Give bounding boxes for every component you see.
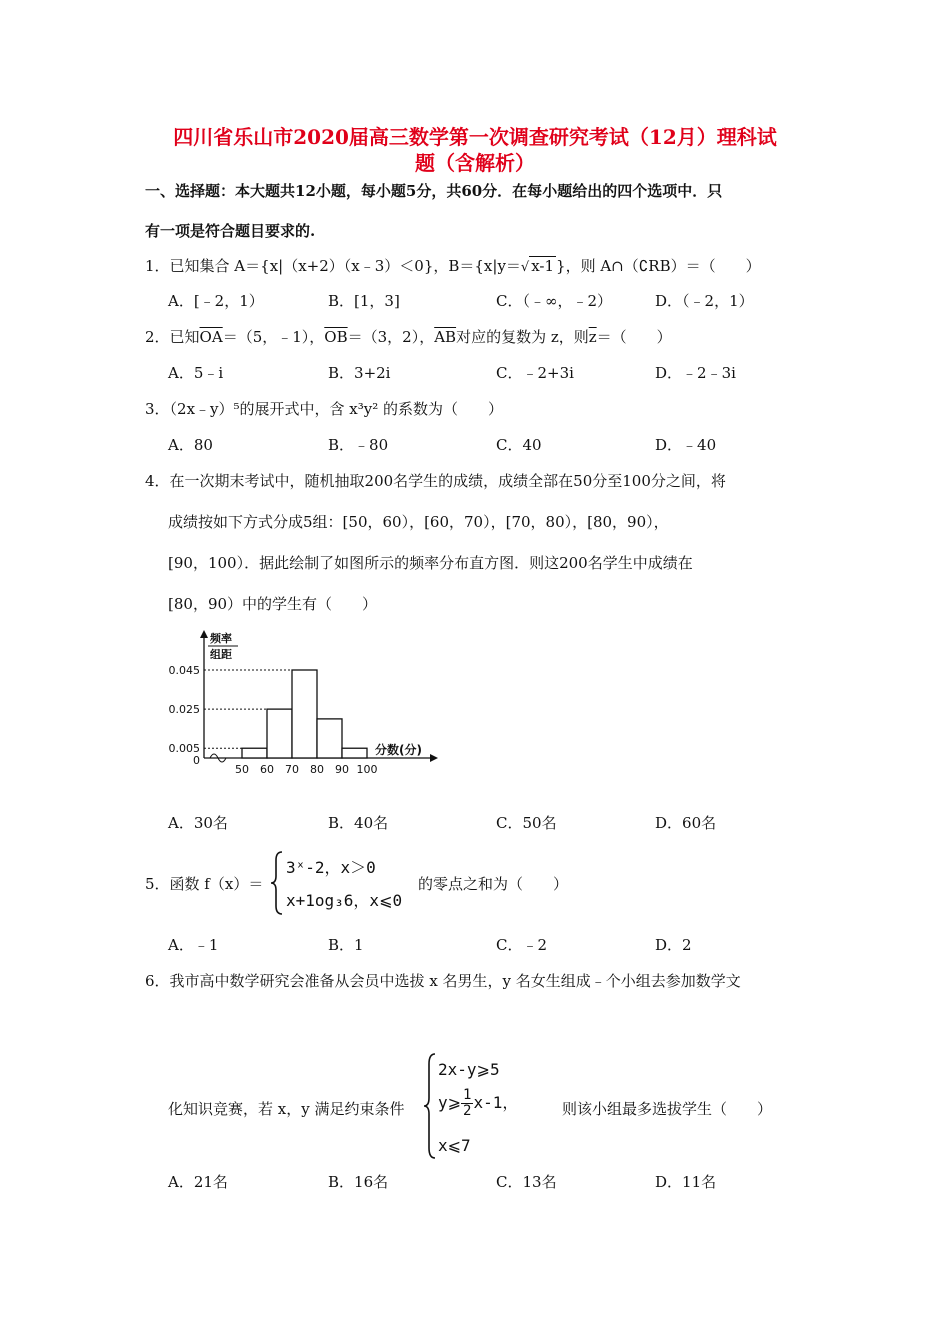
question-1-option-b[interactable]: B．[1，3] (328, 292, 400, 310)
histogram-bar (342, 748, 367, 758)
y-axis-label-bottom: 组距 (210, 648, 232, 661)
question-5-option-a[interactable]: A．﹣1 (168, 936, 219, 954)
question-2-text-5: ＝（ ） (596, 328, 672, 346)
x-tick-label: 50 (235, 763, 249, 776)
y-tick-label: 0.025 (168, 703, 200, 717)
conjugate-z: $\overline{z}$ (588, 328, 597, 346)
question-2-text-2: ＝（5，﹣1）， (222, 328, 325, 346)
frequency-histogram (162, 626, 452, 778)
question-4-line1: 4．在一次期末考试中，随机抽取200名学生的成绩，成绩全部在50分至100分之间，将 (145, 472, 726, 490)
question-5-option-d[interactable]: D．2 (655, 936, 692, 954)
question-6-options (168, 1171, 808, 1193)
question-3-option-c[interactable]: C．40 (496, 436, 542, 454)
question-6-option-d[interactable]: D．11名 (655, 1173, 717, 1191)
question-4-option-d[interactable]: D．60名 (655, 814, 717, 832)
question-4-line4: [80，90）中的学生有（ ） (168, 595, 378, 613)
question-5-prefix: 5．函数 f（x）＝ (145, 875, 264, 893)
question-2-option-b[interactable]: B．3+2i (328, 364, 391, 382)
question-2-text-1: 2．已知 (145, 328, 200, 346)
x-tick-label: 80 (310, 763, 324, 776)
fraction-numerator: 1 (463, 1087, 472, 1103)
question-2-options (168, 362, 808, 384)
histogram-bar (242, 748, 267, 758)
vector-ab: $\overline{AB}$ (434, 328, 457, 346)
question-1-suffix: }，则 A∩（∁RB）＝（ ） (556, 257, 761, 275)
question-4-option-a[interactable]: A．30名 (168, 814, 228, 832)
question-6-line2-prefix: 化知识竞赛，若 x，y 满足约束条件 (168, 1100, 405, 1118)
left-brace-icon (423, 1052, 437, 1160)
constraint-1: 2x-y⩾5 (438, 1060, 500, 1079)
constraint-2-right: x-1， (473, 1093, 519, 1112)
question-4-line3: [90，100）．据此绘制了如图所示的频率分布直方图．则这200名学生中成绩在 (168, 554, 693, 572)
question-1-option-c[interactable]: C．（﹣∞，﹣2） (496, 292, 613, 310)
question-3-option-b[interactable]: B．﹣80 (328, 436, 389, 454)
document-title-line1: 四川省乐山市2020届高三数学第一次调查研究考试（12月）理科试 (173, 125, 777, 149)
question-4-option-b[interactable]: B．40名 (328, 814, 389, 832)
question-1-option-d[interactable]: D．（﹣2，1） (655, 292, 754, 310)
question-4-option-c[interactable]: C．50名 (496, 814, 557, 832)
section-heading-line2: 有一项是符合题目要求的. (145, 222, 316, 240)
question-1-options (168, 290, 808, 312)
question-1-option-a[interactable]: A．[﹣2，1） (168, 292, 264, 310)
y-tick-label: 0.005 (168, 742, 200, 756)
question-6-option-b[interactable]: B．16名 (328, 1173, 389, 1191)
question-4-options (168, 812, 808, 834)
constraint-2 (438, 1088, 518, 1119)
left-brace-icon (270, 850, 284, 916)
question-6-option-c[interactable]: C．13名 (496, 1173, 557, 1191)
question-4-line2: 成绩按如下方式分成5组：[50，60），[60，70），[70，80），[80，90）， (168, 513, 669, 531)
question-1: 1．已知集合 A＝{x|（x+2）（x﹣3）＜0}，B＝{x|y＝√ x-1 }，则 A∩（∁RB）＝（ ） (145, 257, 761, 275)
y-axis-label-top: 频率 (210, 632, 232, 645)
question-1-sqrt: x-1 (531, 257, 555, 275)
question-5-option-c[interactable]: C．﹣2 (496, 936, 548, 954)
x-tick-label: 60 (260, 763, 274, 776)
x-axis-label: 分数(分) (375, 743, 422, 757)
document-title-line2: 题（含解析） (415, 151, 535, 175)
vector-oa: $\overline{OA}$ (199, 328, 223, 346)
question-5-options (168, 934, 808, 956)
histogram-bar (267, 709, 292, 758)
x-axis-arrow-icon (430, 754, 438, 762)
vector-ob: $\overline{OB}$ (324, 328, 348, 346)
question-2-option-c[interactable]: C．﹣2+3i (496, 364, 574, 382)
x-tick-label: 100 (356, 763, 378, 776)
y-axis-arrow-icon (200, 630, 208, 638)
x-tick-label: 70 (285, 763, 299, 776)
question-6-option-a[interactable]: A．21名 (168, 1173, 228, 1191)
question-5-option-b[interactable]: B．1 (328, 936, 364, 954)
question-3-option-a[interactable]: A．80 (168, 436, 213, 454)
histogram-bar (317, 719, 342, 758)
question-5-case-1: 3ˣ-2，x＞0 (286, 858, 376, 877)
question-2-option-a[interactable]: A．5﹣i (168, 364, 224, 382)
question-2-text-3: ＝（3，2）， (347, 328, 435, 346)
question-2-option-d[interactable]: D．﹣2﹣3i (655, 364, 736, 382)
y-tick-label: 0.045 (168, 664, 200, 677)
question-2-text-4: 对应的复数为 z，则 (456, 328, 589, 346)
fraction-one-half (461, 1088, 473, 1119)
constraint-3: x⩽7 (438, 1136, 471, 1155)
question-3-option-d[interactable]: D．﹣40 (655, 436, 717, 454)
fraction-denominator: 2 (463, 1103, 472, 1119)
question-6-line2-suffix: 则该小组最多选拔学生（ ） (562, 1100, 773, 1118)
question-3-options (168, 434, 808, 456)
question-5-case-2: x+1og₃6，x⩽0 (286, 891, 403, 910)
question-2 (145, 326, 825, 347)
origin-label: 0 (193, 754, 200, 767)
histogram-bar (292, 670, 317, 758)
question-1-prefix: 1．已知集合 A＝{x|（x+2）（x﹣3）＜0}，B＝{x|y＝ (145, 257, 521, 275)
question-6-line1: 6．我市高中数学研究会准备从会员中选拔 x 名男生，y 名女生组成﹣个小组去参加数学文 (145, 972, 741, 990)
question-5-suffix: 的零点之和为（ ） (418, 875, 569, 893)
constraint-2-left: y⩾ (438, 1093, 462, 1112)
section-heading-line1: 一、选择题：本大题共12小题，每小题5分，共60分．在每小题给出的四个选项中．只 (145, 182, 723, 200)
question-3: 3．（2x﹣y）⁵的展开式中，含 x³y² 的系数为（ ） (145, 400, 504, 418)
x-tick-label: 90 (335, 763, 349, 776)
